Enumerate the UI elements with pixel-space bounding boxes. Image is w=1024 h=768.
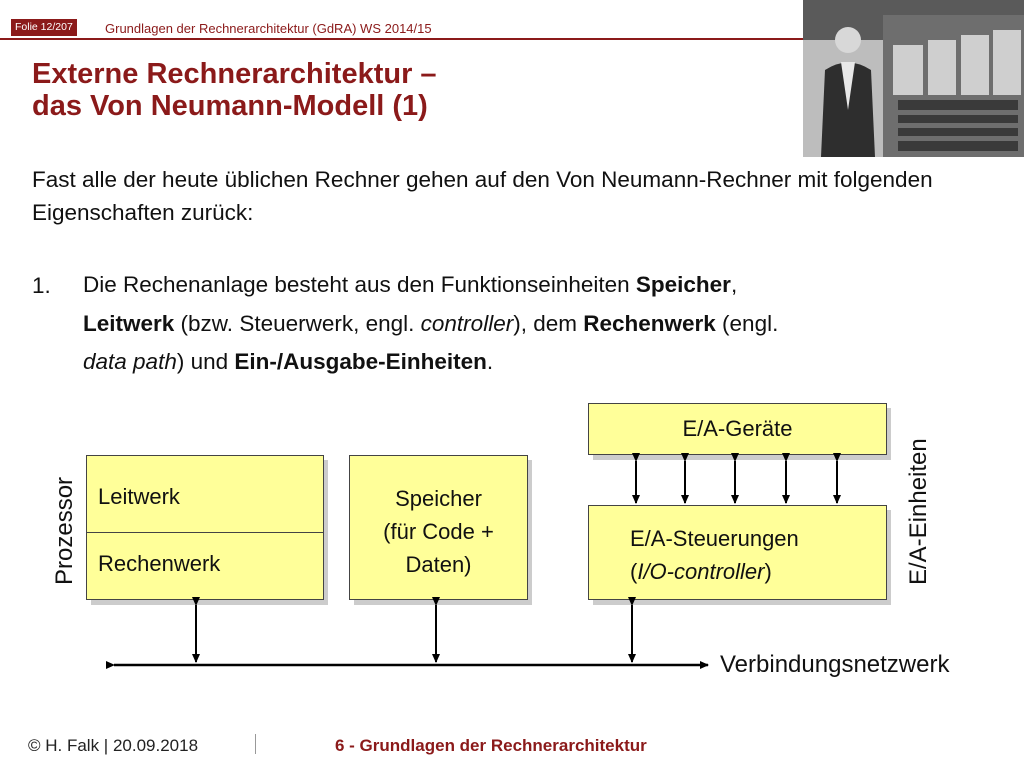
title-line-2: das Von Neumann-Modell (1)	[32, 90, 428, 122]
speicher-box	[349, 455, 528, 600]
photo-illustration	[803, 0, 1024, 157]
rechenwerk-label: Rechenwerk	[98, 551, 221, 576]
text: .	[486, 349, 494, 374]
text: ) und	[176, 349, 235, 374]
slide-number-badge: Folie 12/207	[11, 19, 77, 36]
term-leitwerk: Leitwerk	[83, 310, 175, 336]
paren-open: (	[630, 559, 638, 584]
header-rule	[0, 38, 805, 40]
prozessor-box	[86, 455, 324, 600]
ea-einheiten-label: E/A-Einheiten	[905, 438, 932, 585]
course-title: Grundlagen der Rechnerarchitektur (GdRA) WS 2014/15	[105, 21, 432, 36]
ea-steuerungen-line-1: E/A-Steuerungen	[630, 526, 799, 551]
text: (engl.	[715, 310, 779, 336]
speicher-line-3: Daten)	[405, 552, 472, 577]
ea-geraete-label: E/A-Geräte	[682, 416, 793, 441]
page-title	[32, 58, 437, 122]
term-data-path: data path	[83, 349, 177, 374]
paren-close: )	[764, 559, 772, 584]
footer-chapter: 6 - Grundlagen der Rechnerarchitektur	[335, 736, 647, 755]
list-item	[83, 266, 993, 382]
ea-geraete-box	[588, 403, 887, 455]
speicher-line-2: (für Code +	[383, 519, 494, 544]
term-ein-ausgabe: Ein-/Ausgabe-Einheiten	[234, 349, 487, 374]
prozessor-label: Prozessor	[51, 476, 78, 585]
speicher-line-1: Speicher	[395, 486, 482, 511]
ea-steuerungen-box	[588, 505, 887, 600]
title-line-1: Externe Rechnerarchitektur –	[32, 58, 437, 90]
text: (bzw. Steuerwerk, engl.	[174, 310, 421, 336]
term-rechenwerk: Rechenwerk	[583, 310, 716, 336]
list-item-number: 1.	[32, 273, 51, 298]
io-controller-term: I/O-controller	[637, 559, 765, 584]
speicher-text	[350, 482, 527, 581]
text: ), dem	[513, 310, 584, 336]
footer-author: © H. Falk | 20.09.2018	[28, 736, 199, 755]
von-neumann-photo	[803, 0, 1024, 157]
prozessor-divider	[87, 532, 323, 533]
footer-separator	[255, 734, 256, 754]
intro-paragraph: Fast alle der heute üblichen Rechner gehen auf den Von Neumann-Rechner mit folgenden Eigenschaften zurück:	[32, 167, 933, 225]
text: ,	[730, 272, 738, 297]
term-controller: controller	[420, 310, 514, 336]
ea-steuerungen-text	[630, 522, 799, 588]
leitwerk-label: Leitwerk	[98, 484, 180, 509]
term-speicher: Speicher	[635, 272, 731, 297]
text: Die Rechenanlage besteht aus den Funktionseinheiten	[83, 272, 636, 297]
ea-steuerungen-line-2	[630, 555, 799, 588]
bus-label: Verbindungsnetzwerk	[720, 651, 950, 678]
